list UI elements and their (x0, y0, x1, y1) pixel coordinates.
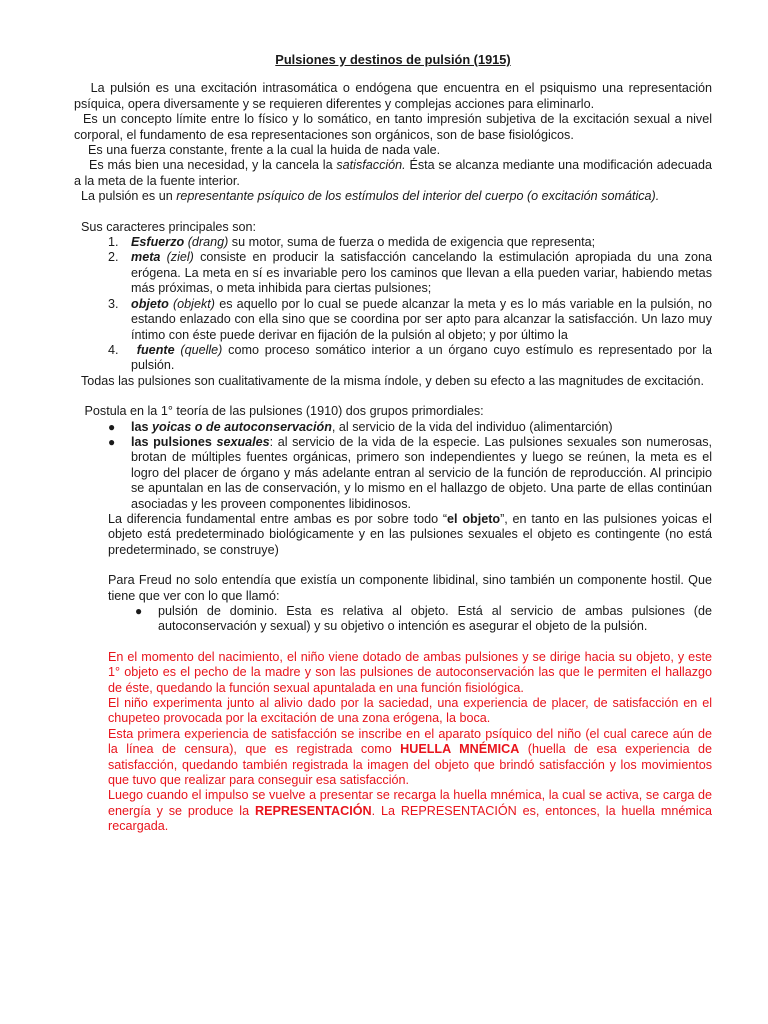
bullet-icon: ● (108, 419, 116, 434)
postula-paragraph: Postula en la 1° teoría de las pulsiones (1910) dos grupos primordiales: (84, 404, 484, 419)
red-paragraph-2: El niño experimenta junto al alivio dado por la saciedad, una experiencia de placer, de satisfacción en el chupeteo provocada por la excitación de una zona erógena, la boca. (108, 696, 712, 726)
red-section (74, 650, 712, 835)
caracteres-intro: Sus caracteres principales son: (81, 219, 256, 234)
list-item: ● pulsión de dominio. Esta es relativa al objeto. Está al servicio de ambas pulsiones (de autoconservación y sexual) y su objetivo o intención es asegurar el objeto de la pulsión. (135, 604, 712, 634)
list-item: ● las pulsiones sexuales: al servicio de la vida de la especie. Las pulsiones sexuales son numerosas, brotan de múltiples fuentes orgánicas, primero son independientes y luego se reúnen, la meta es el logro del placer de órgano y más adelante entran al servicio de la función de reproducción. Al principio se apuntalan en las de conservación, y lo mismo en el hallazgo de objeto. Una parte de ellas continúan asociadas y les proveen componentes libidinosos. (108, 434, 712, 511)
grupos-list (74, 420, 712, 512)
caracteres-list (74, 235, 712, 374)
freud-paragraph: Para Freud no solo entendía que existía un componente libidinal, sino también un componente hostil. Que tiene que ver con lo que llamó: (108, 573, 712, 603)
list-item: 1. Esfuerzo (drang) su motor, suma de fuerza o medida de exigencia que representa; (108, 235, 596, 250)
dominio-list (74, 604, 712, 635)
intro-paragraph-5: La pulsión es un representante psíquico de los estímulos del interior del cuerpo (o excitación somática). (81, 189, 660, 204)
red-paragraph-3: Esta primera experiencia de satisfacción se inscribe en el aparato psíquico del niño (el cual carece aún de la línea de censura), que es registrada como HUELLA MNÉMICA (huella de esa experiencia de satisfacción, quedando también registrada la imagen del objeto que brindó satisfacción y los movimientos que tuvo que realizar para conseguir esa satisfacción. (108, 726, 713, 788)
intro-paragraph-3: Es una fuerza constante, frente a la cual la huida de nada vale. (88, 143, 441, 158)
diferencia-paragraph: La diferencia fundamental entre ambas es por sobre todo “el objeto”, en tanto en las pulsiones yoicas el objeto está predeterminado biológicamente y en las pulsiones sexuales el objeto es contingente (no está predeterminado, se construye) (108, 511, 712, 557)
intro-paragraph-2: Es un concepto límite entre lo físico y lo somático, en tanto impresión subjetiva de la excitación sexual a nivel corporal, el fundamento de esa representaciones son orgánicos, son de base fisiológicos. (74, 112, 713, 142)
list-item: 3. objeto (objekt) es aquello por lo cual se puede alcanzar la meta y es lo más variable en la pulsión, no estando enlazado con ella sino que se coordina por ser apto para alcanzar la satisfacción. Un lazo muy íntimo con éste puede derivar en fijación de la pulsión al objeto; y por último la (108, 296, 713, 342)
list-item: ● las yoicas o de autoconservación, al servicio de la vida del individuo (alimentarción) (108, 419, 613, 434)
bullet-icon: ● (135, 604, 143, 618)
intro-paragraph-4: Es más bien una necesidad, y la cancela la satisfacción. Ésta se alcanza mediante una modificación adecuada a la meta de la fuente interior. (74, 158, 713, 188)
list-item: 2. meta (ziel) consiste en producir la satisfacción cancelando la estimulación apropiada du una zona erógena. La meta en sí es invariable pero los caminos que llevan a ella pueden variar, habiendo metas más próximas, o meta inhibida para ciertas pulsiones; (108, 250, 712, 296)
todas-paragraph: Todas las pulsiones son cualitativamente de la misma índole, y deben su efecto a las magnitudes de excitación. (81, 373, 705, 388)
list-item: 4. fuente (quelle) como proceso somático interior a un órgano cuyo estímulo es representado por la pulsión. (108, 342, 713, 373)
red-paragraph-4: Luego cuando el impulso se vuelve a presentar se recarga la huella mnémica, la cual se activa, se carga de energía y se produce la REPRESENTACIÓN. La REPRESENTACIÓN es, entonces, la huella mnémica recargada. (108, 788, 713, 834)
intro-paragraph-1: La pulsión es una excitación intrasomática o endógena que encuentra en el psiquismo una representación psíquica, opera diversamente y se requieren diferentes y complejas acciones para eliminarlo. (74, 81, 712, 111)
document-title: Pulsiones y destinos de pulsión (1915) (275, 52, 511, 67)
bullet-icon: ● (108, 434, 116, 449)
red-paragraph-1: En el momento del nacimiento, el niño viene dotado de ambas pulsiones y se dirige hacia su objeto, y este 1° objeto es el pecho de la madre y son las pulsiones de autoconservación las que le permiten el hallazgo de éste, quedando la función sexual apuntalada en una función fisiológica. (108, 649, 712, 695)
